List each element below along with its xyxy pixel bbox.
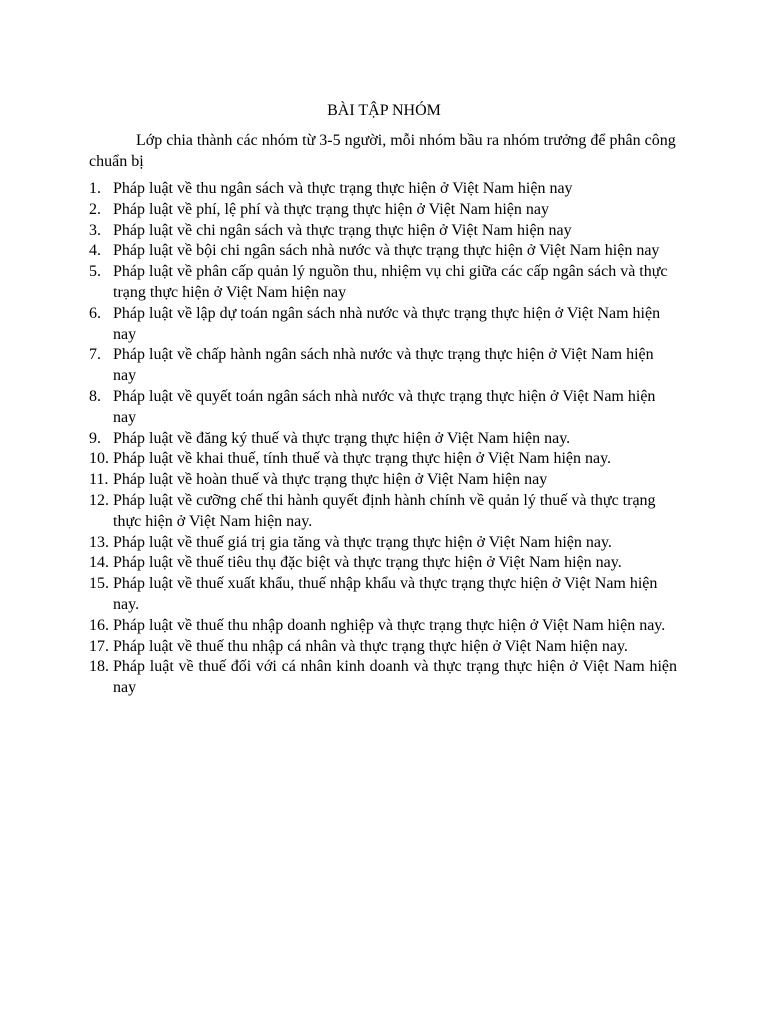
list-item-number: 6.	[89, 304, 101, 322]
list-item	[89, 470, 677, 491]
list-item-number: 13.	[89, 533, 109, 551]
list-item-number: 7.	[89, 346, 101, 364]
intro-paragraph: Lớp chia thành các nhóm từ 3-5 người, mỗi nhóm bầu ra nhóm trưởng để phân công chuẩn bị	[89, 132, 676, 170]
list-item	[89, 491, 677, 533]
list-item-number: 4.	[89, 242, 101, 260]
list-item-number: 9.	[89, 429, 101, 447]
list-item	[89, 616, 677, 637]
list-item-number: 2.	[89, 200, 101, 218]
list-item	[89, 574, 677, 616]
list-item-text: Pháp luật về thu ngân sách và thực trạng thực hiện ở Việt Nam hiện nay	[113, 180, 573, 197]
list-item-text: Pháp luật về cưỡng chế thi hành quyết định hành chính về quản lý thuế và thực trạng thực hiện ở Việt Nam hiện nay.	[113, 491, 656, 530]
list-item	[89, 429, 677, 450]
list-item	[89, 221, 677, 242]
list-item-text: Pháp luật về khai thuế, tính thuế và thực trạng thực hiện ở Việt Nam hiện nay.	[113, 450, 612, 468]
list-item-text: Pháp luật về phí, lệ phí và thực trạng thực hiện ở Việt Nam hiện nay	[113, 200, 549, 218]
list-item-number: 14.	[89, 554, 109, 572]
list-item-number: 18.	[89, 658, 109, 676]
list-item-text: Pháp luật về thuế tiêu thụ đặc biệt và thực trạng thực hiện ở Việt Nam hiện nay.	[113, 554, 622, 572]
list-item-number: 16.	[89, 616, 109, 634]
list-item-number: 12.	[89, 491, 109, 509]
list-item-number: 10.	[89, 450, 109, 468]
list-item-text: Pháp luật về hoàn thuế và thực trạng thực hiện ở Việt Nam hiện nay	[113, 471, 548, 489]
list-item-text: Pháp luật về bội chi ngân sách nhà nước và thực trạng thực hiện ở Việt Nam hiện nay	[113, 242, 660, 260]
list-item-text: Pháp luật về chấp hành ngân sách nhà nước và thực trạng thực hiện ở Việt Nam hiện nay	[113, 346, 654, 385]
list-item-text: Pháp luật về thuế thu nhập doanh nghiệp và thực trạng thực hiện ở Việt Nam hiện nay.	[113, 616, 666, 634]
list-item-number: 15.	[89, 575, 109, 593]
list-item-number: 11.	[89, 471, 109, 489]
list-item-number: 3.	[89, 221, 101, 239]
list-item	[89, 657, 677, 699]
list-item-text: Pháp luật về lập dự toán ngân sách nhà nước và thực trạng thực hiện ở Việt Nam hiện nay	[113, 304, 661, 343]
list-item	[89, 241, 677, 262]
list-item	[89, 179, 677, 200]
list-item-number: 1.	[89, 180, 101, 197]
list-item-text: Pháp luật về thuế thu nhập cá nhân và thực trạng thực hiện ở Việt Nam hiện nay.	[113, 637, 628, 655]
list-item	[89, 637, 677, 658]
document-title: BÀI TẬP NHÓM	[327, 102, 441, 119]
list-item	[89, 200, 677, 221]
list-item-text: Pháp luật về đăng ký thuế và thực trạng thực hiện ở Việt Nam hiện nay.	[113, 429, 571, 447]
list-item-text: Pháp luật về quyết toán ngân sách nhà nước và thực trạng thực hiện ở Việt Nam hiện nay	[113, 387, 656, 426]
list-item-text: Pháp luật về phân cấp quản lý nguồn thu, nhiệm vụ chi giữa các cấp ngân sách và thực trạng thực hiện ở Việt Nam hiện nay	[113, 263, 668, 301]
list-item	[89, 345, 677, 387]
list-item	[89, 553, 677, 574]
list-item-number: 17.	[89, 637, 109, 655]
list-item-text: Pháp luật về thuế xuất khẩu, thuế nhập khẩu và thực trạng thực hiện ở Việt Nam hiện nay.	[113, 575, 658, 613]
list-item-number: 5.	[89, 263, 101, 281]
list-item	[89, 387, 677, 429]
list-item	[89, 304, 677, 346]
list-item-number: 8.	[89, 387, 101, 405]
topic-list	[89, 179, 677, 699]
list-item	[89, 533, 677, 554]
list-item-text: Pháp luật về thuế đối với cá nhân kinh doanh và thực trạng thực hiện ở Việt Nam hiện nay	[113, 658, 677, 697]
list-item	[89, 262, 677, 304]
list-item-text: Pháp luật về thuế giá trị gia tăng và thực trạng thực hiện ở Việt Nam hiện nay.	[113, 533, 612, 551]
list-item-text: Pháp luật về chi ngân sách và thực trạng thực hiện ở Việt Nam hiện nay	[113, 221, 572, 239]
list-item	[89, 449, 677, 470]
